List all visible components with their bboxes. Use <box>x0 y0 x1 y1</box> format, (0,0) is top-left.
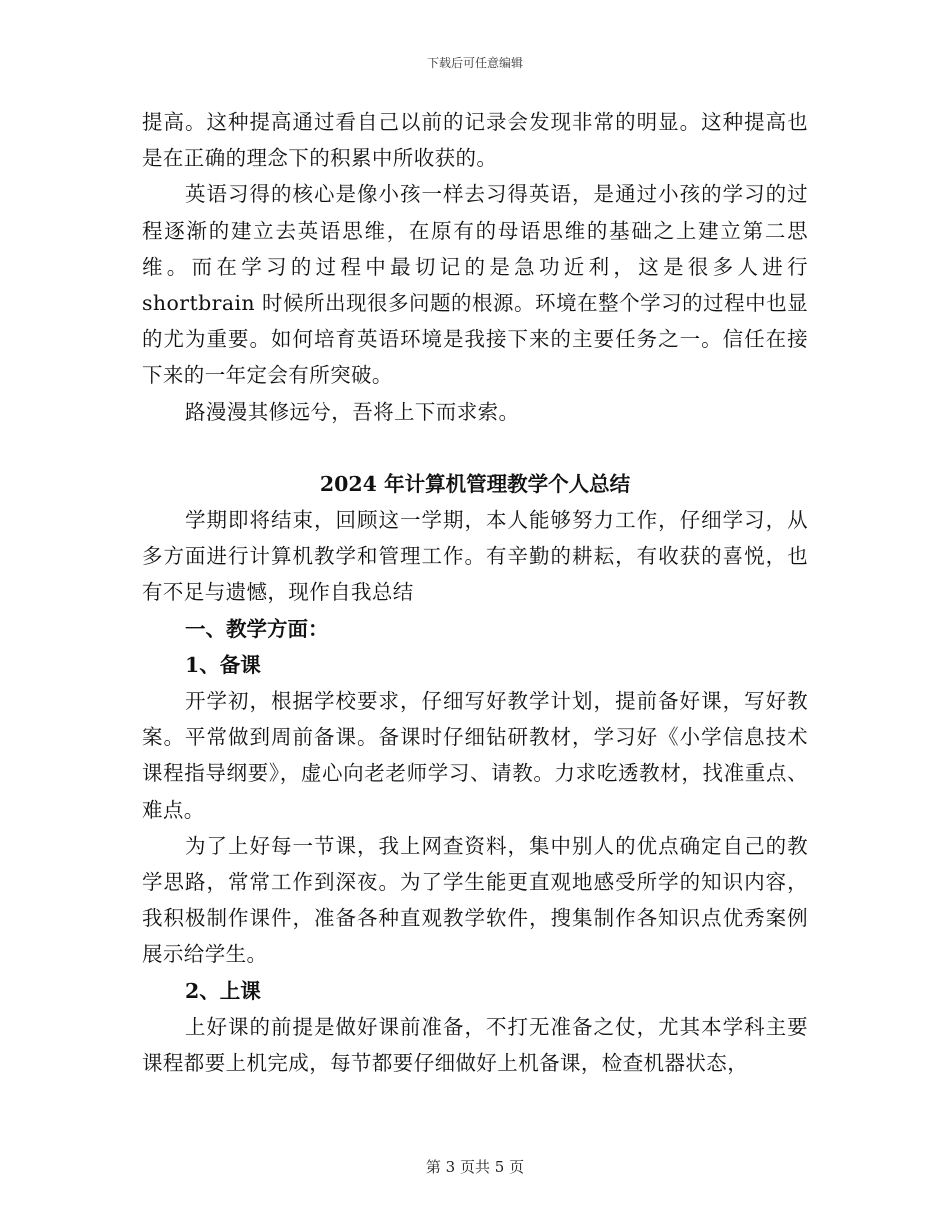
paragraph-intro: 学期即将结束，回顾这一学期，本人能够努力工作，仔细学习，从多方面进行计算机教学和管理工作。有辛勤的耕耘，有收获的喜悦，也有不足与遗憾，现作自我总结 <box>142 508 808 605</box>
heading-lesson-prep: 1、备课 <box>185 652 261 677</box>
page-header: 下载后可任意编辑 <box>426 56 523 70</box>
paragraph-quote: 路漫漫其修远兮，吾将上下而求索。 <box>185 399 520 424</box>
page-footer: 第 3 页共 5 页 <box>425 1158 525 1176</box>
paragraph-lesson-prep: 开学初，根据学校要求，仔细写好教学计划，提前备好课，写好教案。平常做到周前备课。备课时仔细钻研教材，学习好《小学信息技术课程指导纲要》，虚心向老老师学习、请教。力求吃透教材，找准重点、难点。 <box>142 689 808 822</box>
heading-teaching: 一、教学方面： <box>185 616 329 641</box>
paragraph-teaching-ideas: 为了上好每一节课，我上网查资料，集中别人的优点确定自己的教学思路，常常工作到深夜。为了学生能更直观地感受所学的知识内容，我积极制作课件，准备各种直观教学软件，搜集制作各知识点优秀案例展示给学生。 <box>142 833 808 967</box>
paragraph-class: 上好课的前提是做好课前准备，不打无准备之仗，尤其本学科主要课程都要上机完成，每节都要仔细做好上机备课，检查机器状态， <box>142 1014 808 1076</box>
section-spacer <box>142 430 808 466</box>
document-body <box>142 104 808 1081</box>
paragraph-english-acquisition: 英语习得的核心是像小孩一样去习得英语，是通过小孩的学习的过程逐渐的建立去英语思维，在原有的母语思维的基础之上建立第二思维。而在学习的过程中最切记的是急功近利，这是很多人进行 shortbrain 时候所出现很多问题的根源。环境在整个学习的过程中也显的尤为重要。如何培育英语环境是我接下来的主要任务之一。信任在接下来的一年定会有所突破。 <box>142 182 808 388</box>
heading-class: 2、上课 <box>185 978 261 1003</box>
section-title: 2024 年计算机管理教学个人总结 <box>319 471 631 496</box>
paragraph-continuation: 提高。这种提高通过看自己以前的记录会发现非常的明显。这种提高也是在正确的理念下的积累中所收获的。 <box>142 110 808 171</box>
